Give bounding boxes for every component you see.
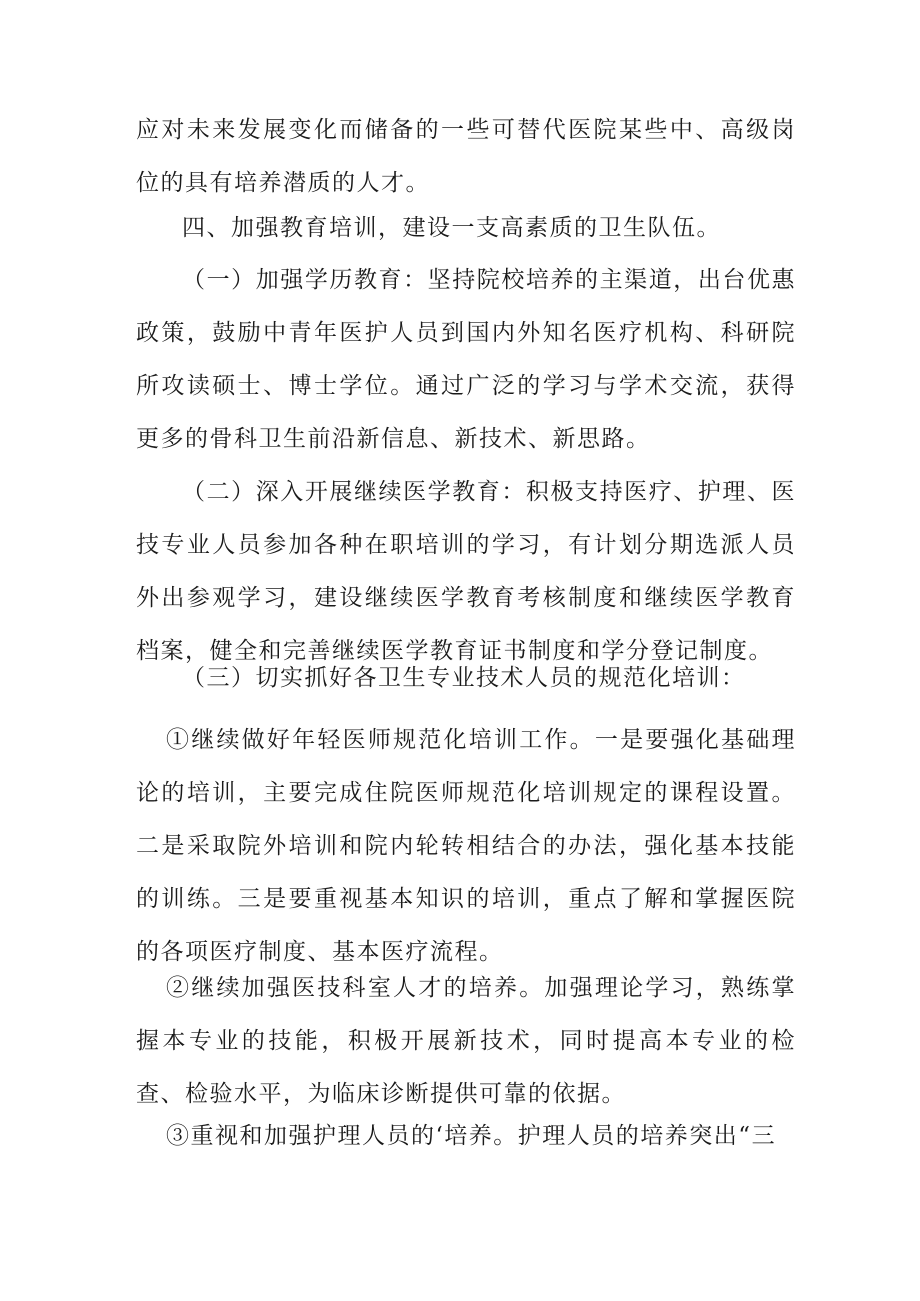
paragraph-degree-education: （一）加强学历教育：坚持院校培养的主渠道，出台优惠政策，鼓励中青年医护人员到国内外知名医疗机构、科研院所攻读硕士、博士学位。通过广泛的学习与学术交流，获得更多的骨科卫生前沿新信息、新技术、新思路。	[136, 267, 796, 452]
paragraph-nursing-training: ③重视和加强护理人员的‘培养。护理人员的培养突出“三	[166, 1123, 777, 1149]
paragraph-young-physician-training: ①继续做好年轻医师规范化培训工作。一是要强化基础理论的培训，主要完成住院医师规范化培训规定的课程设置。二是采取院外培训和院内轮转相结合的办法，强化基本技能的训练。三是要重视基本知识的培训，重点了解和掌握医院的各项医疗制度、基本医疗流程。	[136, 727, 796, 965]
paragraph-continuing-education: （二）深入开展继续医学教育：积极支持医疗、护理、医技专业人员参加各种在职培训的学习，有计划分期选派人员外出参观学习，建设继续医学教育考核制度和继续医学教育档案，健全和完善继续医学教育证书制度和学分登记制度。	[136, 479, 796, 664]
section-heading-education-training: 四、加强教育培训，建设一支高素质的卫生队伍。	[182, 215, 721, 241]
paragraph-talent-reserve: 应对未来发展变化而储备的一些可替代医院某些中、高级岗位的具有培养潜质的人才。	[136, 117, 796, 196]
paragraph-medical-technician-training: ②继续加强医技科室人才的培养。加强理论学习，熟练掌握本专业的技能，积极开展新技术，同时提高本专业的检查、检验水平，为临床诊断提供可靠的依据。	[136, 975, 796, 1107]
paragraph-standardized-training-heading: （三）切实抓好各卫生专业技术人员的规范化培训：	[182, 665, 746, 691]
